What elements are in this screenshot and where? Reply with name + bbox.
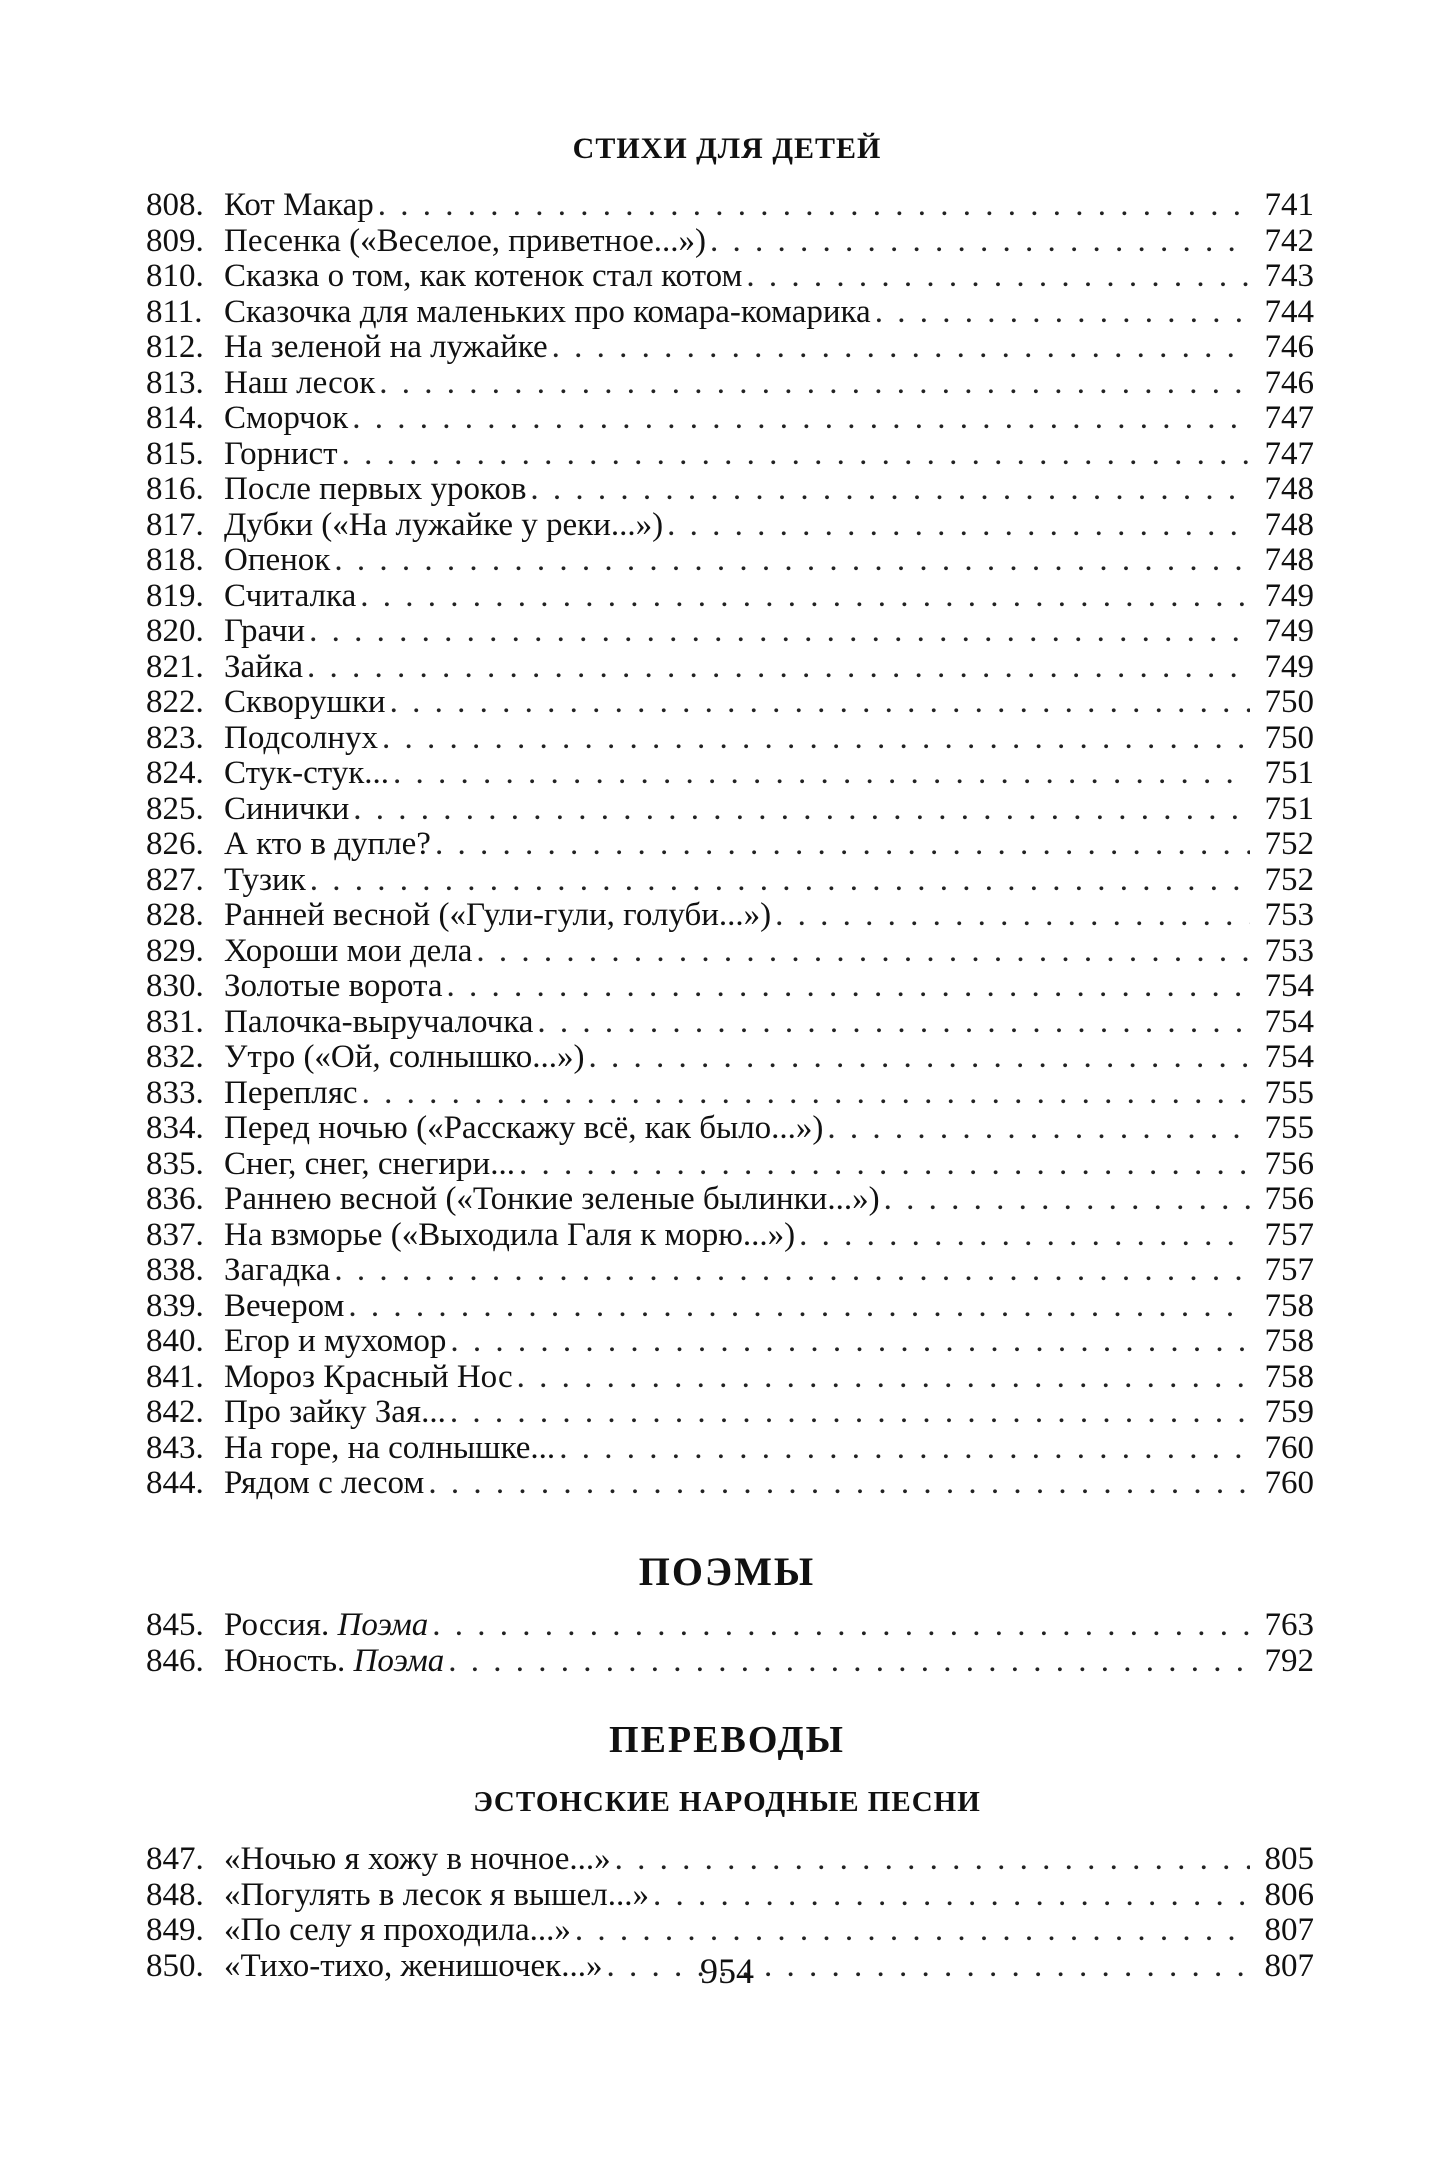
- toc-entry-title-text: Егор и мухомор: [224, 1324, 447, 1359]
- toc-entry: [146, 330, 1314, 366]
- toc-entry: [146, 508, 1314, 544]
- toc-entry-title: [224, 472, 526, 508]
- toc-entry-page: 742: [1264, 223, 1314, 259]
- toc-entry-page: 755: [1264, 1111, 1314, 1146]
- toc-entry-page: 792: [1264, 1643, 1314, 1679]
- subsection-heading-estonian-songs: ЭСТОНСКИЕ НАРОДНЫЕ ПЕСНИ: [473, 1786, 981, 1818]
- dot-leader: [360, 579, 1250, 615]
- dot-leader: [393, 756, 1250, 792]
- toc-entry-number: 812.: [146, 330, 204, 365]
- toc-entry: [146, 650, 1314, 686]
- toc-entry-title-text: Подсолнух: [224, 720, 379, 756]
- toc-entry-title-text: Золотые ворота: [224, 969, 443, 1004]
- toc-entry: [146, 579, 1314, 615]
- dot-leader: [432, 1608, 1250, 1644]
- toc-entry-title-text: Юность.: [224, 1643, 346, 1679]
- toc-entry-title-text: Вечером: [224, 1288, 345, 1324]
- dot-leader: [378, 188, 1250, 224]
- toc-entry-page: 747: [1264, 436, 1314, 472]
- toc-entry-title: [224, 1111, 823, 1147]
- toc-entry: [146, 685, 1314, 721]
- toc-entry-number: 828.: [146, 898, 204, 933]
- toc-entry-title: [224, 827, 431, 863]
- toc-entry-number: 816.: [146, 472, 204, 507]
- dot-leader: [435, 827, 1250, 863]
- toc-entry-number: 848.: [146, 1877, 204, 1913]
- toc-entry-title-text: Стук-стук...: [224, 756, 389, 791]
- dot-leader: [775, 898, 1250, 934]
- toc-entry-page: 747: [1264, 401, 1314, 436]
- toc-entry-title-text: Горнист: [224, 436, 338, 472]
- toc-entry-page: 753: [1264, 933, 1314, 969]
- toc-entry: [146, 934, 1314, 970]
- toc-entry: [146, 792, 1314, 828]
- dot-leader: [530, 472, 1250, 508]
- dot-leader: [353, 792, 1250, 828]
- toc-entry-title-text: Палочка-выручалочка: [224, 1004, 534, 1040]
- toc-entry-title: [224, 1218, 795, 1254]
- toc-entry-page: 756: [1264, 1146, 1314, 1182]
- toc-entry-title-text: «Тихо-тихо, женишочек...»: [224, 1948, 603, 1984]
- toc-entry: [146, 863, 1314, 899]
- toc-entry-number: 842.: [146, 1395, 204, 1430]
- toc-entry: [146, 721, 1314, 757]
- dot-leader: [450, 1395, 1250, 1431]
- section-heading-poems: ПОЭМЫ: [638, 1549, 816, 1594]
- dot-leader: [476, 934, 1250, 970]
- toc-entry-title: [224, 1644, 444, 1680]
- toc-entry: [146, 1324, 1314, 1360]
- toc-entry-number: 840.: [146, 1324, 204, 1359]
- dot-leader: [310, 863, 1250, 899]
- toc-entry-page: 751: [1264, 756, 1314, 791]
- dot-leader: [575, 1913, 1250, 1949]
- toc-entry-title: [224, 330, 548, 366]
- toc-entry-number: 841.: [146, 1359, 204, 1395]
- toc-entry: [146, 1878, 1314, 1914]
- toc-entry-title-text: Утро («Ой, солнышко...»): [224, 1040, 585, 1075]
- toc-long-poems: [146, 1608, 1314, 1679]
- toc-entry-title: [224, 756, 389, 792]
- dot-leader: [334, 543, 1250, 579]
- toc-entry-page: 749: [1264, 578, 1314, 614]
- toc-entry-title: [224, 1147, 515, 1183]
- toc-entry-title-text: Перед ночью («Расскажу всё, как было...»): [224, 1111, 824, 1146]
- toc-entry: [146, 827, 1314, 863]
- toc-entry-title: [224, 366, 375, 402]
- toc-entry-title: [224, 1913, 571, 1949]
- toc-entry-page: 754: [1264, 1040, 1314, 1075]
- toc-entry-title: [224, 863, 306, 899]
- toc-entry-number: 839.: [146, 1288, 204, 1324]
- toc-entry-title: [224, 1431, 555, 1467]
- dot-leader: [537, 1005, 1250, 1041]
- toc-entry-title: [224, 969, 443, 1005]
- toc-entry-number: 819.: [146, 578, 204, 614]
- toc-entry-number: 849.: [146, 1913, 204, 1948]
- toc-entry-number: 826.: [146, 827, 204, 862]
- toc-entry-number: 830.: [146, 969, 204, 1004]
- toc-entry-title-text: «По селу я проходила...»: [224, 1913, 571, 1948]
- toc-entry-page: 756: [1264, 1182, 1314, 1217]
- toc-entry-number: 823.: [146, 720, 204, 756]
- toc-entry-page: 753: [1264, 898, 1314, 933]
- toc-entry-title: [224, 898, 771, 934]
- toc-entry-number: 850.: [146, 1948, 204, 1984]
- toc-entry-page: 751: [1264, 791, 1314, 827]
- toc-entry-title: [224, 508, 663, 544]
- dot-leader: [710, 224, 1250, 260]
- toc-entry-title: [224, 614, 305, 650]
- toc-entry-title-text: Перепляс: [224, 1075, 358, 1111]
- toc-entry-title: [224, 188, 374, 224]
- toc-entry-title: [224, 934, 472, 970]
- toc-entry-title-text: Про зайку Зая...: [224, 1395, 446, 1430]
- toc-entry-number: 832.: [146, 1040, 204, 1075]
- dot-leader: [653, 1878, 1250, 1914]
- toc-entry-page: 750: [1264, 685, 1314, 720]
- toc-entry-page: 748: [1264, 507, 1314, 543]
- toc-entry-number: 821.: [146, 649, 204, 685]
- toc-entry: [146, 401, 1314, 437]
- toc-entry-page: 806: [1264, 1877, 1314, 1913]
- dot-leader: [552, 330, 1250, 366]
- running-head: СТИХИ ДЛЯ ДЕТЕЙ: [572, 132, 882, 165]
- toc-entry-title-text: Раннею весной («Тонкие зеленые былинки...»): [224, 1182, 880, 1217]
- toc-entry-number: 825.: [146, 791, 204, 827]
- toc-entry: [146, 1147, 1314, 1183]
- toc-entry-number: 824.: [146, 756, 204, 791]
- toc-entry-page: 805: [1264, 1842, 1314, 1877]
- toc-entry-title-text: Сказка о том, как котенок стал котом: [224, 259, 743, 294]
- toc-entry-title-text: Наш лесок: [224, 365, 376, 401]
- toc-entry-title-text: Рядом с лесом: [224, 1466, 425, 1501]
- toc-entry-title-text: После первых уроков: [224, 472, 527, 507]
- toc-entry-number: 810.: [146, 259, 204, 294]
- section-heading-translations: ПЕРЕВОДЫ: [609, 1719, 845, 1761]
- toc-entry-title-text: Зайка: [224, 649, 304, 685]
- toc-entry-page: 763: [1264, 1608, 1314, 1643]
- toc-entry-number: 831.: [146, 1004, 204, 1040]
- toc-entry: [146, 1218, 1314, 1254]
- toc-entry-title-text: Кот Макар: [224, 188, 374, 223]
- toc-entry-title: [224, 1608, 428, 1644]
- toc-entry-title: [224, 437, 338, 473]
- toc-entry: [146, 1076, 1314, 1112]
- dot-leader: [448, 1644, 1250, 1680]
- toc-entry-title-text: Грачи: [224, 614, 306, 649]
- toc-entry-title: [224, 295, 871, 331]
- toc-entry-title: [224, 579, 356, 615]
- toc-entry-title-text: Снег, снег, снегири...: [224, 1146, 515, 1182]
- toc-entry: [146, 543, 1314, 579]
- dot-leader: [390, 685, 1250, 721]
- toc-entry-title: [224, 1324, 446, 1360]
- dot-leader: [379, 366, 1250, 402]
- dot-leader: [615, 1842, 1250, 1878]
- toc-entry-page: 749: [1264, 614, 1314, 649]
- toc-entry: [146, 1253, 1314, 1289]
- toc-entry: [146, 188, 1314, 224]
- dot-leader: [884, 1182, 1250, 1218]
- toc-entry: [146, 224, 1314, 260]
- toc-entry: [146, 437, 1314, 473]
- dot-leader: [307, 650, 1250, 686]
- toc-entry-title: [224, 1842, 611, 1878]
- toc-entry-title: [224, 792, 349, 828]
- dot-leader: [588, 1040, 1250, 1076]
- toc-entry-page: 749: [1264, 649, 1314, 685]
- toc-entry: [146, 366, 1314, 402]
- toc-entry-title-text: «Погулять в лесок я вышел...»: [224, 1877, 649, 1913]
- toc-entry-page: 760: [1264, 1430, 1314, 1466]
- toc-entry-title-text: Сморчок: [224, 401, 349, 436]
- toc-entry-page: 758: [1264, 1324, 1314, 1359]
- toc-entry-title-text: На взморье («Выходила Галя к морю...»): [224, 1217, 796, 1253]
- toc-entry-title-text: На зеленой на лужайке: [224, 330, 548, 365]
- toc-entry-title-text: Мороз Красный Нос: [224, 1359, 513, 1395]
- toc-entry-number: 827.: [146, 862, 204, 898]
- toc-entry-number: 811.: [146, 294, 203, 330]
- toc-entry-title-text: Загадка: [224, 1253, 331, 1288]
- dot-leader: [447, 969, 1250, 1005]
- toc-entry: [146, 472, 1314, 508]
- toc-entry-page: 757: [1264, 1217, 1314, 1253]
- toc-entry: [146, 1289, 1314, 1325]
- toc-entry: [146, 1040, 1314, 1076]
- toc-entry-title-text: Хороши мои дела: [224, 933, 473, 969]
- toc-entry-title: [224, 1040, 584, 1076]
- toc-entry: [146, 1111, 1314, 1147]
- toc-entry-number: 835.: [146, 1146, 204, 1182]
- toc-entry-title-text: «Ночью я хожу в ночное...»: [224, 1842, 611, 1877]
- toc-entry-number: 820.: [146, 614, 204, 649]
- toc-entry-page: 758: [1264, 1359, 1314, 1395]
- toc-entry-page: 752: [1264, 862, 1314, 898]
- toc-entry-number: 844.: [146, 1466, 204, 1501]
- toc-entry-number: 834.: [146, 1111, 204, 1146]
- dot-leader: [667, 508, 1250, 544]
- toc-entry-page: 758: [1264, 1288, 1314, 1324]
- toc-entry: [146, 1608, 1314, 1644]
- toc-entry: [146, 259, 1314, 295]
- toc-entry-title-text: Песенка («Веселое, приветное...»): [224, 223, 706, 259]
- toc-children-poems: [146, 188, 1314, 1502]
- toc-entry: [146, 1644, 1314, 1680]
- toc-entry-title: [224, 224, 706, 260]
- toc-entry-page: 748: [1264, 543, 1314, 578]
- toc-entry: [146, 1466, 1314, 1502]
- toc-entry: [146, 1913, 1314, 1949]
- toc-entry-title: [224, 685, 386, 721]
- dot-leader: [450, 1324, 1250, 1360]
- toc-entry-title-text: Россия.: [224, 1608, 330, 1643]
- toc-entry-title: [224, 1182, 880, 1218]
- toc-entry-title-text: А кто в дупле?: [224, 827, 431, 862]
- toc-entry-number: 837.: [146, 1217, 204, 1253]
- toc-entry-page: 807: [1264, 1913, 1314, 1948]
- toc-entry: [146, 614, 1314, 650]
- toc-entry-title: [224, 259, 742, 295]
- toc-entry-page: 741: [1264, 188, 1314, 223]
- toc-entry-title: [224, 650, 303, 686]
- toc-entry-page: 743: [1264, 259, 1314, 294]
- toc-entry-number: 847.: [146, 1842, 204, 1877]
- toc-entry-title: [224, 1360, 513, 1396]
- toc-entry-number: 814.: [146, 401, 204, 436]
- toc-entry-title: [224, 543, 330, 579]
- dot-leader: [348, 1289, 1250, 1325]
- toc-entry-title-text: Опенок: [224, 543, 331, 578]
- toc-entry: [146, 1395, 1314, 1431]
- toc-entry: [146, 1360, 1314, 1396]
- toc-entry-number: 818.: [146, 543, 204, 578]
- toc-entry: [146, 1182, 1314, 1218]
- toc-entry-number: 829.: [146, 933, 204, 969]
- dot-leader: [309, 614, 1250, 650]
- dot-leader: [519, 1147, 1250, 1183]
- toc-entry-title: [224, 1253, 330, 1289]
- toc-entry-title: [224, 1395, 446, 1431]
- toc-entry-title: [224, 1466, 424, 1502]
- toc-entry-page: 760: [1264, 1466, 1314, 1501]
- toc-entry-number: 845.: [146, 1608, 204, 1643]
- toc-entry-number: 843.: [146, 1430, 204, 1466]
- toc-entry-title-text: Считалка: [224, 578, 357, 614]
- toc-entry-number: 813.: [146, 365, 204, 401]
- toc-entry-page: 748: [1264, 472, 1314, 507]
- toc-entry-number: 846.: [146, 1643, 204, 1679]
- toc-entry-number: 838.: [146, 1253, 204, 1288]
- toc-entry: [146, 1005, 1314, 1041]
- toc-entry-page: 754: [1264, 969, 1314, 1004]
- toc-entry-title: [224, 401, 348, 437]
- toc-entry-number: 833.: [146, 1075, 204, 1111]
- toc-entry-title-text: Тузик: [224, 862, 306, 898]
- toc-entry-number: 815.: [146, 436, 204, 472]
- toc-entry-title-text: Дубки («На лужайке у реки...»): [224, 507, 664, 543]
- toc-entry-page: 746: [1264, 365, 1314, 401]
- toc-entry-title: [224, 1878, 649, 1914]
- toc-entry-page: 746: [1264, 330, 1314, 365]
- toc-entry-title-text: Скворушки: [224, 685, 386, 720]
- toc-entry-number: 808.: [146, 188, 204, 223]
- dot-leader: [382, 721, 1250, 757]
- dot-leader: [799, 1218, 1250, 1254]
- toc-entry-title: [224, 721, 378, 757]
- toc-entry-number: 822.: [146, 685, 204, 720]
- toc-entry: [146, 969, 1314, 1005]
- toc-entry: [146, 1431, 1314, 1467]
- toc-entry-number: 836.: [146, 1182, 204, 1217]
- toc-entry-page: 754: [1264, 1004, 1314, 1040]
- dot-leader: [352, 401, 1250, 437]
- toc-entry-title: [224, 1005, 533, 1041]
- toc-entry-page: 744: [1264, 294, 1314, 330]
- toc-entry: [146, 1842, 1314, 1878]
- toc-entry: [146, 756, 1314, 792]
- dot-leader: [746, 259, 1250, 295]
- dot-leader: [362, 1076, 1250, 1112]
- toc-entry-number: 817.: [146, 507, 204, 543]
- toc-entry: [146, 295, 1314, 331]
- toc-entry-title-text: Сказочка для маленьких про комара-комарика: [224, 294, 871, 330]
- toc-entry-title: [224, 1076, 358, 1112]
- dot-leader: [517, 1360, 1250, 1396]
- dot-leader: [875, 295, 1250, 331]
- dot-leader: [334, 1253, 1250, 1289]
- toc-entry-title-text: Синички: [224, 791, 350, 827]
- toc-entry-work-type: Поэма: [353, 1643, 445, 1679]
- toc-entry-page: 757: [1264, 1253, 1314, 1288]
- toc-entry-title-text: На горе, на солнышке...: [224, 1430, 556, 1466]
- toc-entry-work-type: Поэма: [337, 1608, 429, 1643]
- page-number: 954: [700, 1951, 754, 1991]
- dot-leader: [342, 437, 1250, 473]
- toc-entry-page: 807: [1264, 1948, 1314, 1984]
- toc-entry: [146, 898, 1314, 934]
- dot-leader: [559, 1431, 1250, 1467]
- toc-entry-page: 755: [1264, 1075, 1314, 1111]
- dot-leader: [827, 1111, 1250, 1147]
- toc-entry-title-text: Ранней весной («Гули-гули, голуби...»): [224, 898, 772, 933]
- toc-entry-page: 750: [1264, 720, 1314, 756]
- toc-entry-page: 752: [1264, 827, 1314, 862]
- toc-entry-page: 759: [1264, 1395, 1314, 1430]
- dot-leader: [428, 1466, 1250, 1502]
- toc-entry-number: 809.: [146, 223, 204, 259]
- toc-entry-title: [224, 1289, 344, 1325]
